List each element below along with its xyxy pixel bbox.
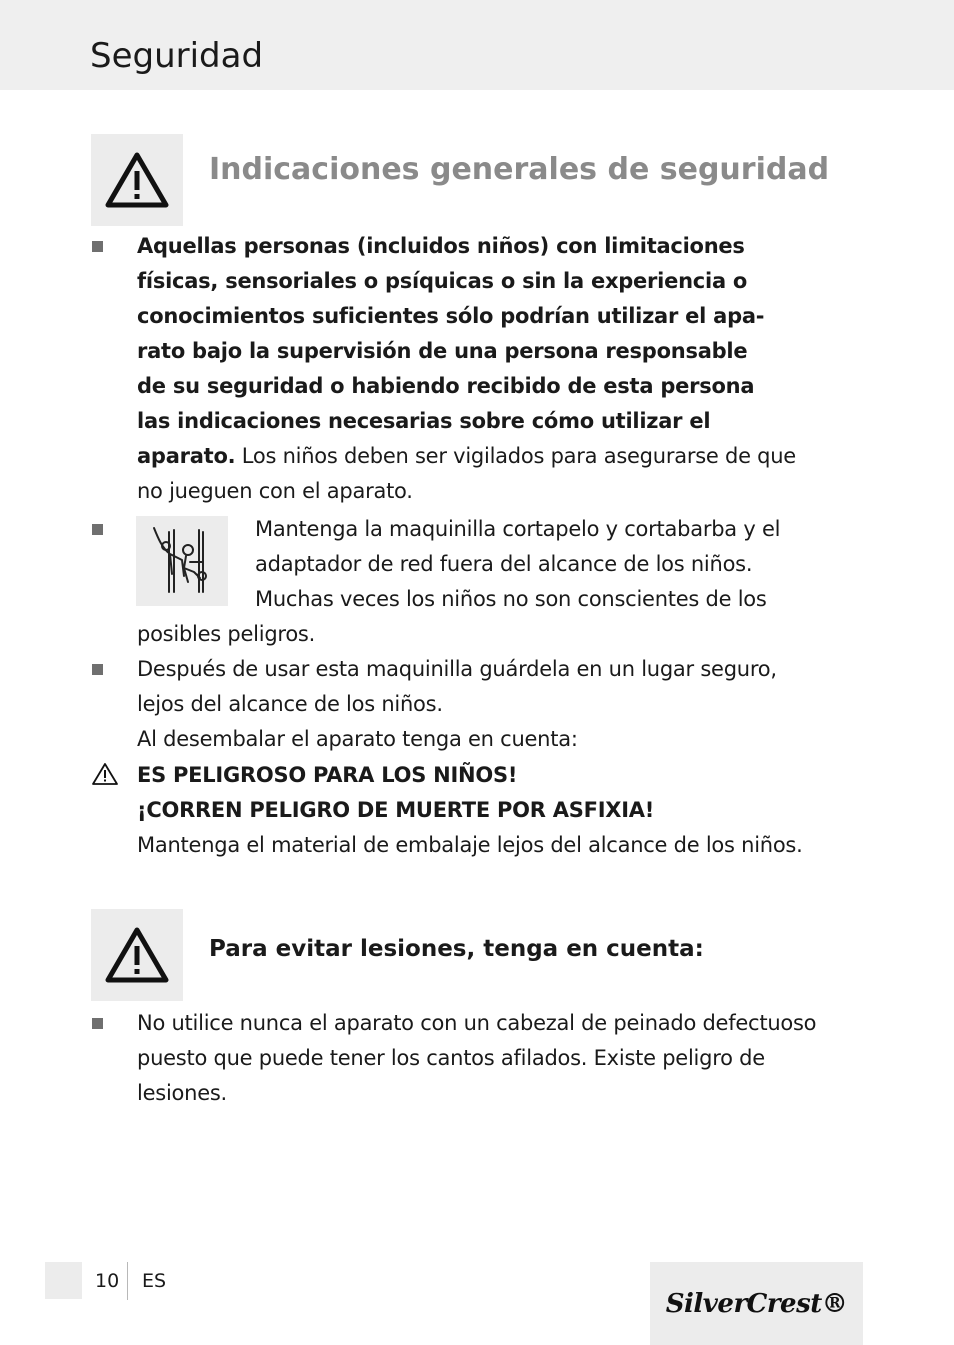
text-line: Muchas veces los niños no son conscientes de los bbox=[255, 587, 767, 611]
warning-text: Mantenga el material de embalaje lejos del alcance de los niños. bbox=[137, 833, 803, 857]
text-line: adaptador de red fuera del alcance de los niños. bbox=[255, 552, 753, 576]
text-line: posibles peligros. bbox=[137, 622, 316, 646]
brand-logo bbox=[650, 1262, 863, 1345]
square-bullet-icon bbox=[91, 652, 103, 664]
warning-paragraph bbox=[137, 758, 877, 863]
footer-divider bbox=[127, 1262, 128, 1300]
text-line: no jueguen con el aparato. bbox=[137, 479, 413, 503]
brand-name: SilverCrest® bbox=[665, 1288, 848, 1319]
warning-line-1: ES PELIGROSO PARA LOS NIÑOS! bbox=[137, 763, 518, 787]
bold-line: las indicaciones necesarias sobre cómo utilizar el bbox=[137, 409, 711, 433]
text-line: No utilice nunca el aparato con un cabezal de peinado defectuoso bbox=[137, 1011, 817, 1035]
safety-paragraph-2 bbox=[255, 512, 875, 617]
square-bullet-icon bbox=[91, 512, 103, 524]
bold-line: conocimientos suficientes sólo podrían utilizar el apa- bbox=[137, 304, 765, 328]
text-line: lejos del alcance de los niños. bbox=[137, 692, 443, 716]
section-title: Indicaciones generales de seguridad bbox=[209, 152, 830, 187]
text-line: Al desembalar el aparato tenga en cuenta: bbox=[137, 727, 578, 751]
child-safety-icon bbox=[136, 516, 228, 606]
square-bullet-icon bbox=[91, 229, 103, 241]
safety-paragraph-3 bbox=[137, 652, 877, 757]
safety-paragraph-4 bbox=[137, 1006, 877, 1111]
safety-paragraph-2-end bbox=[137, 617, 877, 652]
normal-end: Los niños deben ser vigilados para asegurarse de que bbox=[235, 444, 796, 468]
warning-triangle-icon bbox=[91, 909, 183, 1001]
page-title: Seguridad bbox=[90, 36, 264, 76]
text-line: Mantenga la maquinilla cortapelo y cortabarba y el bbox=[255, 517, 781, 541]
warning-triangle-icon bbox=[91, 762, 119, 786]
square-bullet-icon bbox=[91, 1006, 103, 1018]
warning-triangle-icon bbox=[91, 134, 183, 226]
bold-line: rato bajo la supervisión de una persona responsable bbox=[137, 339, 748, 363]
language-code: ES bbox=[142, 1270, 167, 1292]
footer-marker bbox=[45, 1262, 82, 1299]
safety-paragraph-1 bbox=[137, 229, 877, 509]
text-line: lesiones. bbox=[137, 1081, 227, 1105]
bold-end: aparato. bbox=[137, 444, 236, 468]
warning-line-2: ¡CORREN PELIGRO DE MUERTE POR ASFIXIA! bbox=[137, 798, 655, 822]
bold-line: Aquellas personas (incluidos niños) con limitaciones bbox=[137, 234, 745, 258]
subsection-title: Para evitar lesiones, tenga en cuenta: bbox=[209, 936, 704, 962]
bold-line: físicas, sensoriales o psíquicas o sin la experiencia o bbox=[137, 269, 748, 293]
text-line: Después de usar esta maquinilla guárdela en un lugar seguro, bbox=[137, 657, 777, 681]
page-number: 10 bbox=[95, 1270, 120, 1292]
bold-line: de su seguridad o habiendo recibido de esta persona bbox=[137, 374, 755, 398]
text-line: puesto que puede tener los cantos afilados. Existe peligro de bbox=[137, 1046, 765, 1070]
